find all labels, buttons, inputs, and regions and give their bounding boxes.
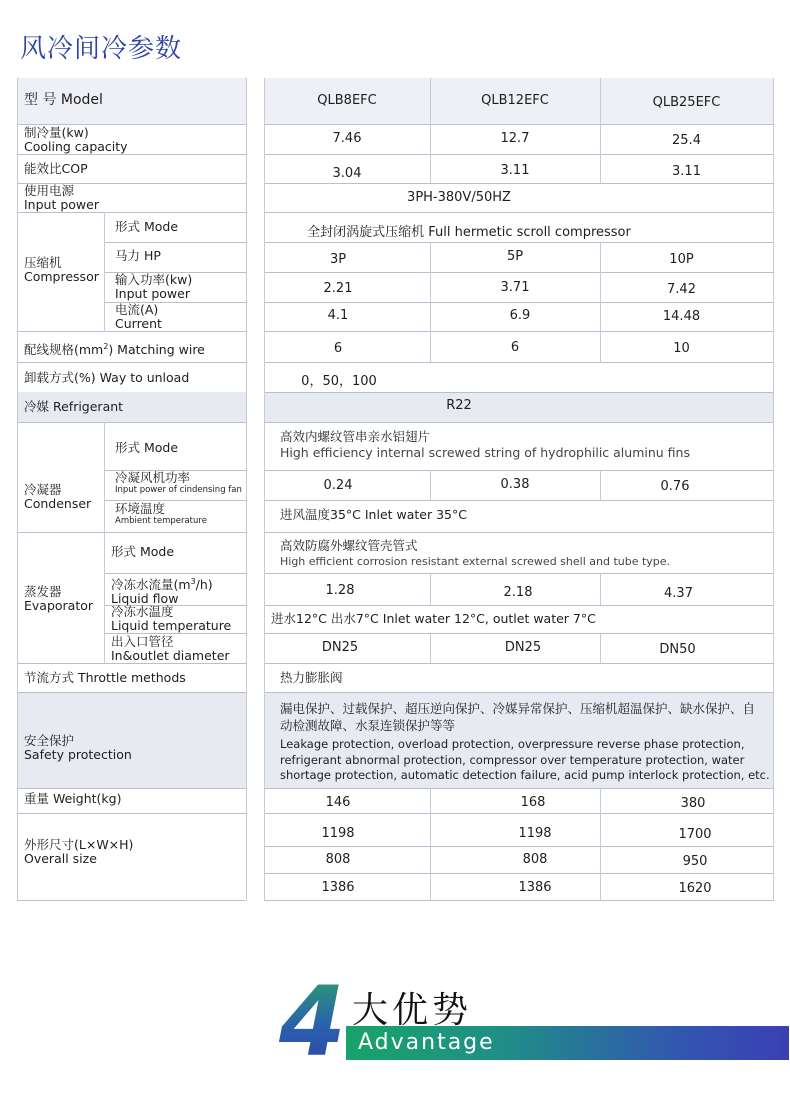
hp-value-3: 10P bbox=[669, 252, 694, 267]
throttle-value: 热力膨胀阀 bbox=[280, 670, 343, 685]
pipe-value-3: DN50 bbox=[659, 642, 696, 657]
advantage-number bbox=[279, 975, 349, 1067]
weight-value-1: 146 bbox=[325, 795, 351, 810]
power-label: 使用电源 Input power bbox=[24, 183, 99, 212]
size-w-3: 950 bbox=[682, 854, 708, 869]
hp-value-2: 5P bbox=[506, 249, 524, 264]
advantage-cn: 大优势 bbox=[352, 990, 473, 1031]
size-w-1: 808 bbox=[325, 852, 351, 867]
pipe-value-1: DN25 bbox=[321, 640, 359, 655]
size-h-3: 1620 bbox=[678, 881, 712, 896]
safety-value-cn: 漏电保护、过载保护、超压逆向保护、冷媒异常保护、压缩机超温保护、缺水保护、自动检测故障、水泵连锁保护等等 bbox=[280, 701, 756, 733]
condenser-ambient-label: 环境温度 Ambient temperature bbox=[115, 501, 207, 526]
evaporator-temp-label: 冷冻水温度 Liquid temperature bbox=[111, 604, 232, 633]
model-2: QLB12EFC bbox=[481, 93, 549, 108]
current-value-2: 6.9 bbox=[509, 308, 531, 323]
size-label: 外形尺寸(L×W×H) Overall size bbox=[24, 837, 134, 866]
condenser-label: 冷凝器 Condenser bbox=[24, 482, 92, 511]
cop-value-1: 3.04 bbox=[332, 166, 362, 181]
cooling-label: 制冷量(kw) Cooling capacity bbox=[24, 125, 128, 154]
evaporator-mode-value: 高效防腐外螺纹管壳管式 High efficient corrosion resistant external screwed shell and tube type. bbox=[280, 538, 671, 568]
size-h-1: 1386 bbox=[321, 880, 355, 895]
hp-value-1: 3P bbox=[329, 252, 347, 267]
header-model-label: 型 号 Model bbox=[24, 92, 103, 108]
size-l-1: 1198 bbox=[321, 826, 355, 841]
wire-value-3: 10 bbox=[673, 341, 690, 356]
wire-value-1: 6 bbox=[333, 341, 343, 356]
flow-value-3: 4.37 bbox=[664, 586, 693, 601]
refrigerant-value: R22 bbox=[446, 398, 472, 413]
model-3: QLB25EFC bbox=[652, 95, 721, 110]
evaporator-mode-label: 形式 Mode bbox=[111, 544, 175, 559]
evaporator-flow-label: 冷冻水流量$(m^3/h)$ Liquid flow bbox=[111, 577, 213, 607]
ambient-value: 进风温度35°C Inlet water 35°C bbox=[280, 507, 467, 522]
size-w-2: 808 bbox=[522, 852, 548, 867]
fan-value-3: 0.76 bbox=[660, 479, 690, 494]
condenser-mode-label: 形式 Mode bbox=[115, 440, 179, 455]
unload-value: 0，50，100 bbox=[301, 374, 377, 389]
temp-value: 进水12°C 出水7°C Inlet water 12°C, outlet water 7°C bbox=[271, 611, 596, 626]
current-value-3: 14.48 bbox=[662, 309, 701, 324]
wire-label: 配线规格$(mm^2)$ Matching wire bbox=[24, 342, 205, 358]
cop-label: 能效比COP bbox=[24, 161, 88, 176]
input-value-3: 7.42 bbox=[667, 282, 696, 297]
size-h-2: 1386 bbox=[518, 880, 552, 895]
number-four-graphic bbox=[279, 975, 349, 1067]
cooling-value-1: 7.46 bbox=[332, 131, 362, 146]
throttle-label: 节流方式 Throttle methods bbox=[24, 670, 186, 685]
weight-label: 重量 Weight(kg) bbox=[24, 791, 122, 806]
safety-label: 安全保护 Safety protection bbox=[24, 733, 132, 762]
fan-value-1: 0.24 bbox=[323, 478, 353, 493]
current-value-1: 4.1 bbox=[327, 308, 349, 323]
condenser-mode-value: 高效内螺纹管串亲水铝翅片 High efficiency internal screwed string of hydrophilic aluminu fins bbox=[280, 429, 690, 460]
compressor-hp-label: 马力 HP bbox=[115, 248, 161, 263]
flow-value-2: 2.18 bbox=[503, 585, 533, 600]
compressor-input-label: 输入功率(kw) Input power bbox=[115, 272, 193, 301]
compressor-mode-value: 全封闭涡旋式压缩机 Full hermetic scroll compressor bbox=[307, 225, 631, 240]
size-l-2: 1198 bbox=[518, 826, 552, 841]
weight-value-3: 380 bbox=[680, 796, 706, 811]
input-value-1: 2.21 bbox=[323, 281, 353, 296]
fan-value-2: 0.38 bbox=[500, 477, 530, 492]
unload-label: 卸载方式(%) Way to unload bbox=[24, 370, 190, 385]
model-1: QLB8EFC bbox=[317, 93, 377, 108]
input-value-2: 3.71 bbox=[500, 280, 530, 295]
wire-value-2: 6 bbox=[510, 340, 520, 355]
pipe-value-2: DN25 bbox=[504, 640, 542, 655]
evaporator-label: 蒸发器 Evaporator bbox=[24, 584, 94, 613]
condenser-fan-label: 冷凝风机功率 Input power of cindensing fan bbox=[115, 470, 242, 495]
flow-value-1: 1.28 bbox=[325, 583, 355, 598]
size-l-3: 1700 bbox=[678, 827, 712, 842]
safety-value-en: Leakage protection, overload protection, overpressure reverse phase protection, refrigerant abnormal protection, compressor over temperature protection, water shortage protection, automatic detection failure, acid pump interlock protection, etc. bbox=[280, 737, 770, 782]
refrigerant-label: 冷媒 Refrigerant bbox=[24, 399, 124, 414]
compressor-current-label: 电流(A) Current bbox=[115, 302, 162, 331]
cooling-value-2: 12.7 bbox=[500, 131, 530, 146]
number-four-text: 4 bbox=[279, 975, 346, 1067]
evaporator-pipe-label: 出入口管径 In&outlet diameter bbox=[111, 634, 230, 663]
cooling-value-3: 25.4 bbox=[672, 133, 701, 148]
cop-value-3: 3.11 bbox=[672, 164, 701, 179]
page-title: 风冷间冷参数 bbox=[20, 34, 183, 64]
compressor-mode-label: 形式 Mode bbox=[115, 219, 179, 234]
cop-value-2: 3.11 bbox=[500, 163, 530, 178]
weight-value-2: 168 bbox=[520, 795, 546, 810]
advantage-en: Advantage bbox=[358, 1030, 495, 1055]
power-value: 3PH-380V/50HZ bbox=[407, 190, 511, 205]
compressor-label: 压缩机 Compressor bbox=[24, 255, 99, 284]
